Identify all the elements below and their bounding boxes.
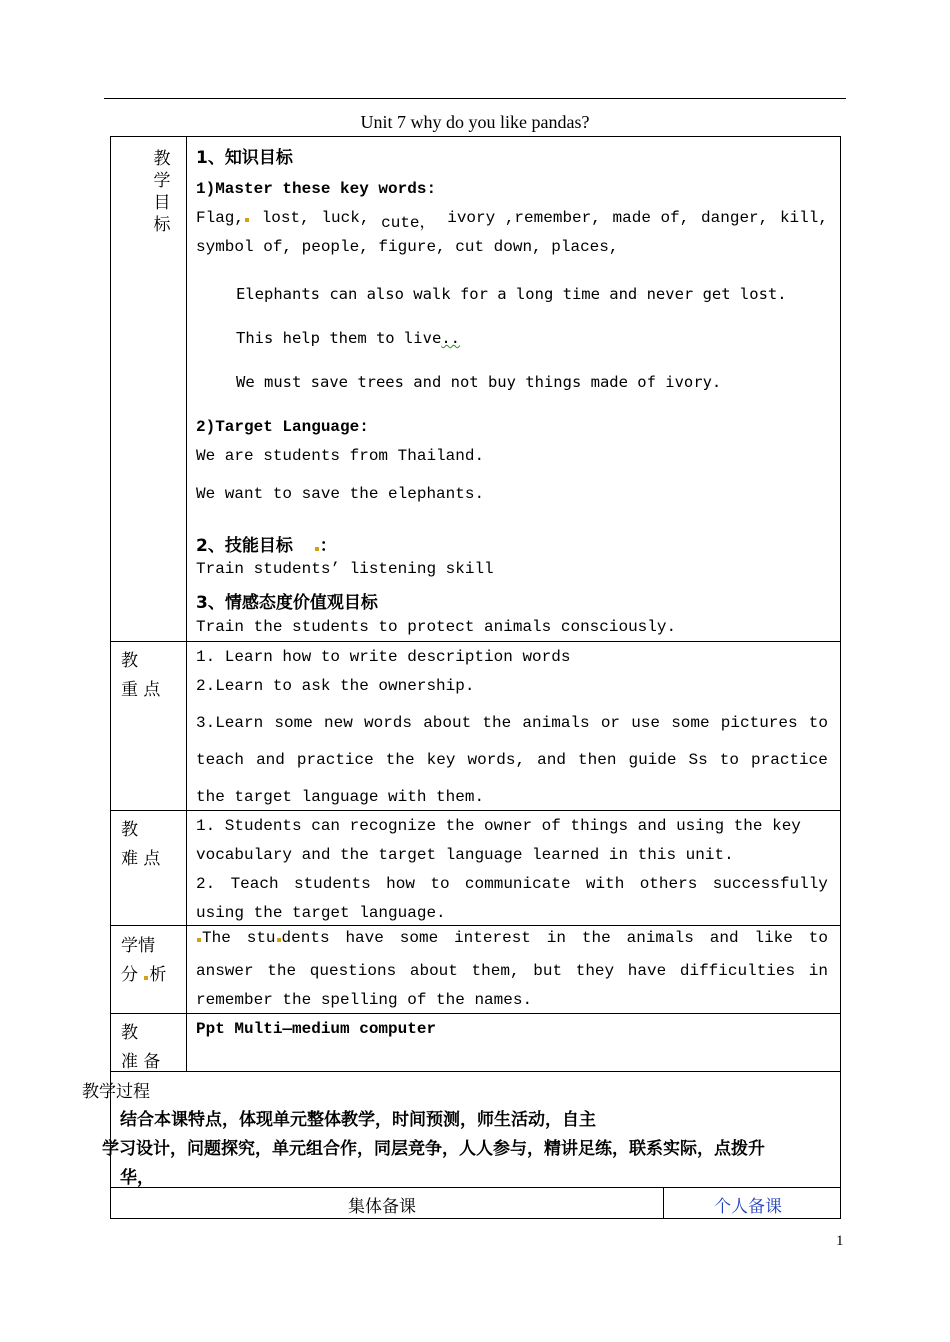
key-words-line-1 bbox=[196, 209, 828, 232]
individual-prep-label: 个人备课 bbox=[714, 1197, 782, 1217]
marker-icon bbox=[245, 218, 249, 222]
skill-line: Train students’ listening skill bbox=[196, 560, 494, 578]
table-border-left bbox=[110, 136, 111, 1219]
objectives-label-char: 目 bbox=[153, 193, 171, 213]
word: The bbox=[196, 929, 231, 947]
word: to bbox=[719, 751, 739, 769]
example-sentence-1: Elephants can also walk for a long time and never get lost. bbox=[236, 285, 787, 303]
word: like bbox=[754, 929, 793, 947]
word: and bbox=[537, 751, 566, 769]
row-divider-4 bbox=[110, 1013, 841, 1014]
word: communicate bbox=[464, 875, 571, 893]
word: they bbox=[575, 962, 615, 980]
word: in bbox=[546, 929, 566, 947]
preparation-label-2: 准 备 bbox=[121, 1052, 161, 1072]
target-line-1: We are students from Thailand. bbox=[196, 447, 485, 465]
word: then bbox=[578, 751, 617, 769]
word: the bbox=[385, 751, 415, 769]
word: answer bbox=[196, 962, 254, 980]
target-language-heading: 2)Target Language: bbox=[196, 418, 369, 436]
word: animals bbox=[522, 714, 590, 732]
marker-icon bbox=[277, 938, 281, 942]
word: with bbox=[585, 875, 625, 893]
key-word: danger, bbox=[701, 209, 769, 227]
marker-icon bbox=[315, 547, 319, 551]
collective-prep-label: 集体备课 bbox=[348, 1197, 416, 1217]
word: or bbox=[600, 714, 621, 732]
key-points-line-1: 1. Learn how to write description words bbox=[196, 648, 571, 666]
objectives-label-char: 标 bbox=[153, 215, 171, 235]
key-word: luck, bbox=[321, 209, 370, 227]
word: to bbox=[808, 929, 828, 947]
word: new bbox=[324, 714, 353, 732]
process-line-2: 学习设计，问题探究，单元组合作，同层竞争，人人参与，精讲足练，联系实际，点拨升 bbox=[102, 1139, 765, 1159]
difficulties-label-1: 教 bbox=[121, 820, 138, 840]
key-word: Flag, bbox=[196, 209, 250, 232]
word: interest bbox=[454, 929, 531, 947]
analysis-line-3: remember the spelling of the names. bbox=[196, 991, 533, 1009]
analysis-label-1: 学情 bbox=[121, 936, 155, 956]
word: successfully bbox=[712, 875, 828, 893]
word: some bbox=[671, 714, 710, 732]
table-border-top bbox=[110, 136, 841, 137]
table-border-right bbox=[840, 136, 841, 1219]
analysis-label-2b: 析 bbox=[149, 965, 167, 985]
emotion-line: Train the students to protect animals consciously. bbox=[196, 618, 677, 636]
row-divider-5 bbox=[110, 1071, 841, 1072]
word: animals bbox=[626, 929, 694, 947]
label-column-divider bbox=[186, 136, 187, 1071]
word: and bbox=[256, 751, 285, 769]
word: practice bbox=[751, 751, 828, 769]
key-word: kill, bbox=[779, 209, 828, 227]
knowledge-heading: 1、知识目标 bbox=[196, 148, 293, 168]
key-points-line-5: the target language with them. bbox=[196, 788, 485, 806]
word: use bbox=[631, 714, 661, 732]
preparation-label-1: 教 bbox=[121, 1023, 138, 1043]
word: to bbox=[808, 714, 828, 732]
word: 3.Learn bbox=[196, 714, 264, 732]
table-border-bottom bbox=[110, 1218, 841, 1219]
difficulties-line-3 bbox=[196, 875, 828, 893]
difficulties-line-4: using the target language. bbox=[196, 904, 446, 922]
word: teach bbox=[196, 751, 245, 769]
word: key bbox=[426, 751, 456, 769]
process-line-1: 结合本课特点，体现单元整体教学，时间预测，师生活动，自主 bbox=[120, 1110, 596, 1130]
key-words-line-2: symbol of, people, figure, cut down, places, bbox=[196, 238, 619, 256]
word: stu dents bbox=[246, 929, 330, 947]
process-line-3: 华， bbox=[120, 1168, 154, 1188]
skill-colon: ： bbox=[319, 536, 337, 556]
marker-icon bbox=[197, 938, 201, 942]
target-line-2: We want to save the elephants. bbox=[196, 485, 485, 503]
objectives-label bbox=[152, 148, 172, 236]
process-label: 教学过程 bbox=[82, 1082, 150, 1102]
word: them, bbox=[471, 962, 520, 980]
row-divider-3 bbox=[110, 925, 841, 926]
example-sentence-2 bbox=[236, 329, 460, 347]
key-word: made of, bbox=[612, 209, 690, 227]
difficulties-label-2: 难 点 bbox=[121, 849, 161, 869]
word: difficulties bbox=[679, 962, 796, 980]
spellcheck-squiggle: .. bbox=[441, 329, 460, 347]
word: some bbox=[274, 714, 313, 732]
example-sentence-2-text: This help them to live bbox=[236, 329, 442, 347]
word: pictures bbox=[720, 714, 798, 732]
objectives-label-char: 教 bbox=[153, 149, 171, 169]
word: about bbox=[423, 714, 472, 732]
page-number: 1 bbox=[836, 1233, 844, 1249]
analysis-line-2 bbox=[196, 962, 828, 980]
word: questions bbox=[309, 962, 397, 980]
word: guide bbox=[628, 751, 677, 769]
key-words-heading: 1)Master these key words: bbox=[196, 180, 437, 198]
preparation-line-1: Ppt Multi—medium computer bbox=[196, 1020, 437, 1038]
word: 2. bbox=[196, 875, 216, 893]
analysis-line-1 bbox=[196, 929, 828, 947]
footer-column-divider bbox=[663, 1187, 664, 1219]
key-word: lost, bbox=[261, 209, 310, 227]
objectives-label-char: 学 bbox=[153, 171, 171, 191]
word: the bbox=[482, 714, 512, 732]
key-points-line-2: 2.Learn to ask the ownership. bbox=[196, 677, 475, 695]
word: have bbox=[345, 929, 384, 947]
word: but bbox=[533, 962, 563, 980]
word: students bbox=[293, 875, 371, 893]
word: the bbox=[267, 962, 297, 980]
analysis-label-2a: 分 bbox=[121, 965, 138, 985]
top-rule bbox=[104, 98, 846, 99]
word: to bbox=[430, 875, 450, 893]
skill-heading-text: 2、技能目标 bbox=[196, 536, 293, 556]
page-title: Unit 7 why do you like pandas? bbox=[360, 112, 590, 132]
word: others bbox=[639, 875, 698, 893]
word: and bbox=[709, 929, 739, 947]
key-word: ivory ,remember, bbox=[447, 209, 601, 227]
marker-icon bbox=[144, 976, 148, 980]
word: practice bbox=[296, 751, 374, 769]
emotion-heading: 3、情感态度价值观目标 bbox=[196, 593, 378, 613]
example-sentence-3: We must save trees and not buy things made of ivory. bbox=[236, 373, 722, 391]
word: how bbox=[386, 875, 415, 893]
difficulties-line-2: vocabulary and the target language learned in this unit. bbox=[196, 846, 734, 864]
word: words, bbox=[467, 751, 526, 769]
word: words bbox=[364, 714, 413, 732]
word: the bbox=[581, 929, 611, 947]
key-points-label-1: 教 bbox=[121, 651, 138, 671]
row-divider-1 bbox=[110, 641, 841, 642]
difficulties-line-1: 1. Students can recognize the owner of things and using the key bbox=[196, 817, 801, 835]
word: some bbox=[399, 929, 439, 947]
key-points-line-4 bbox=[196, 751, 828, 769]
skill-heading bbox=[196, 531, 337, 556]
analysis-label-2 bbox=[121, 960, 166, 985]
word: Teach bbox=[230, 875, 279, 893]
key-points-label-2: 重 点 bbox=[121, 680, 161, 700]
word: in bbox=[808, 962, 828, 980]
key-points-line-3 bbox=[196, 714, 828, 732]
word: Ss bbox=[688, 751, 708, 769]
word: about bbox=[409, 962, 458, 980]
key-word: cute， bbox=[381, 214, 436, 232]
word: have bbox=[627, 962, 667, 980]
row-divider-6 bbox=[110, 1187, 841, 1188]
row-divider-2 bbox=[110, 810, 841, 811]
